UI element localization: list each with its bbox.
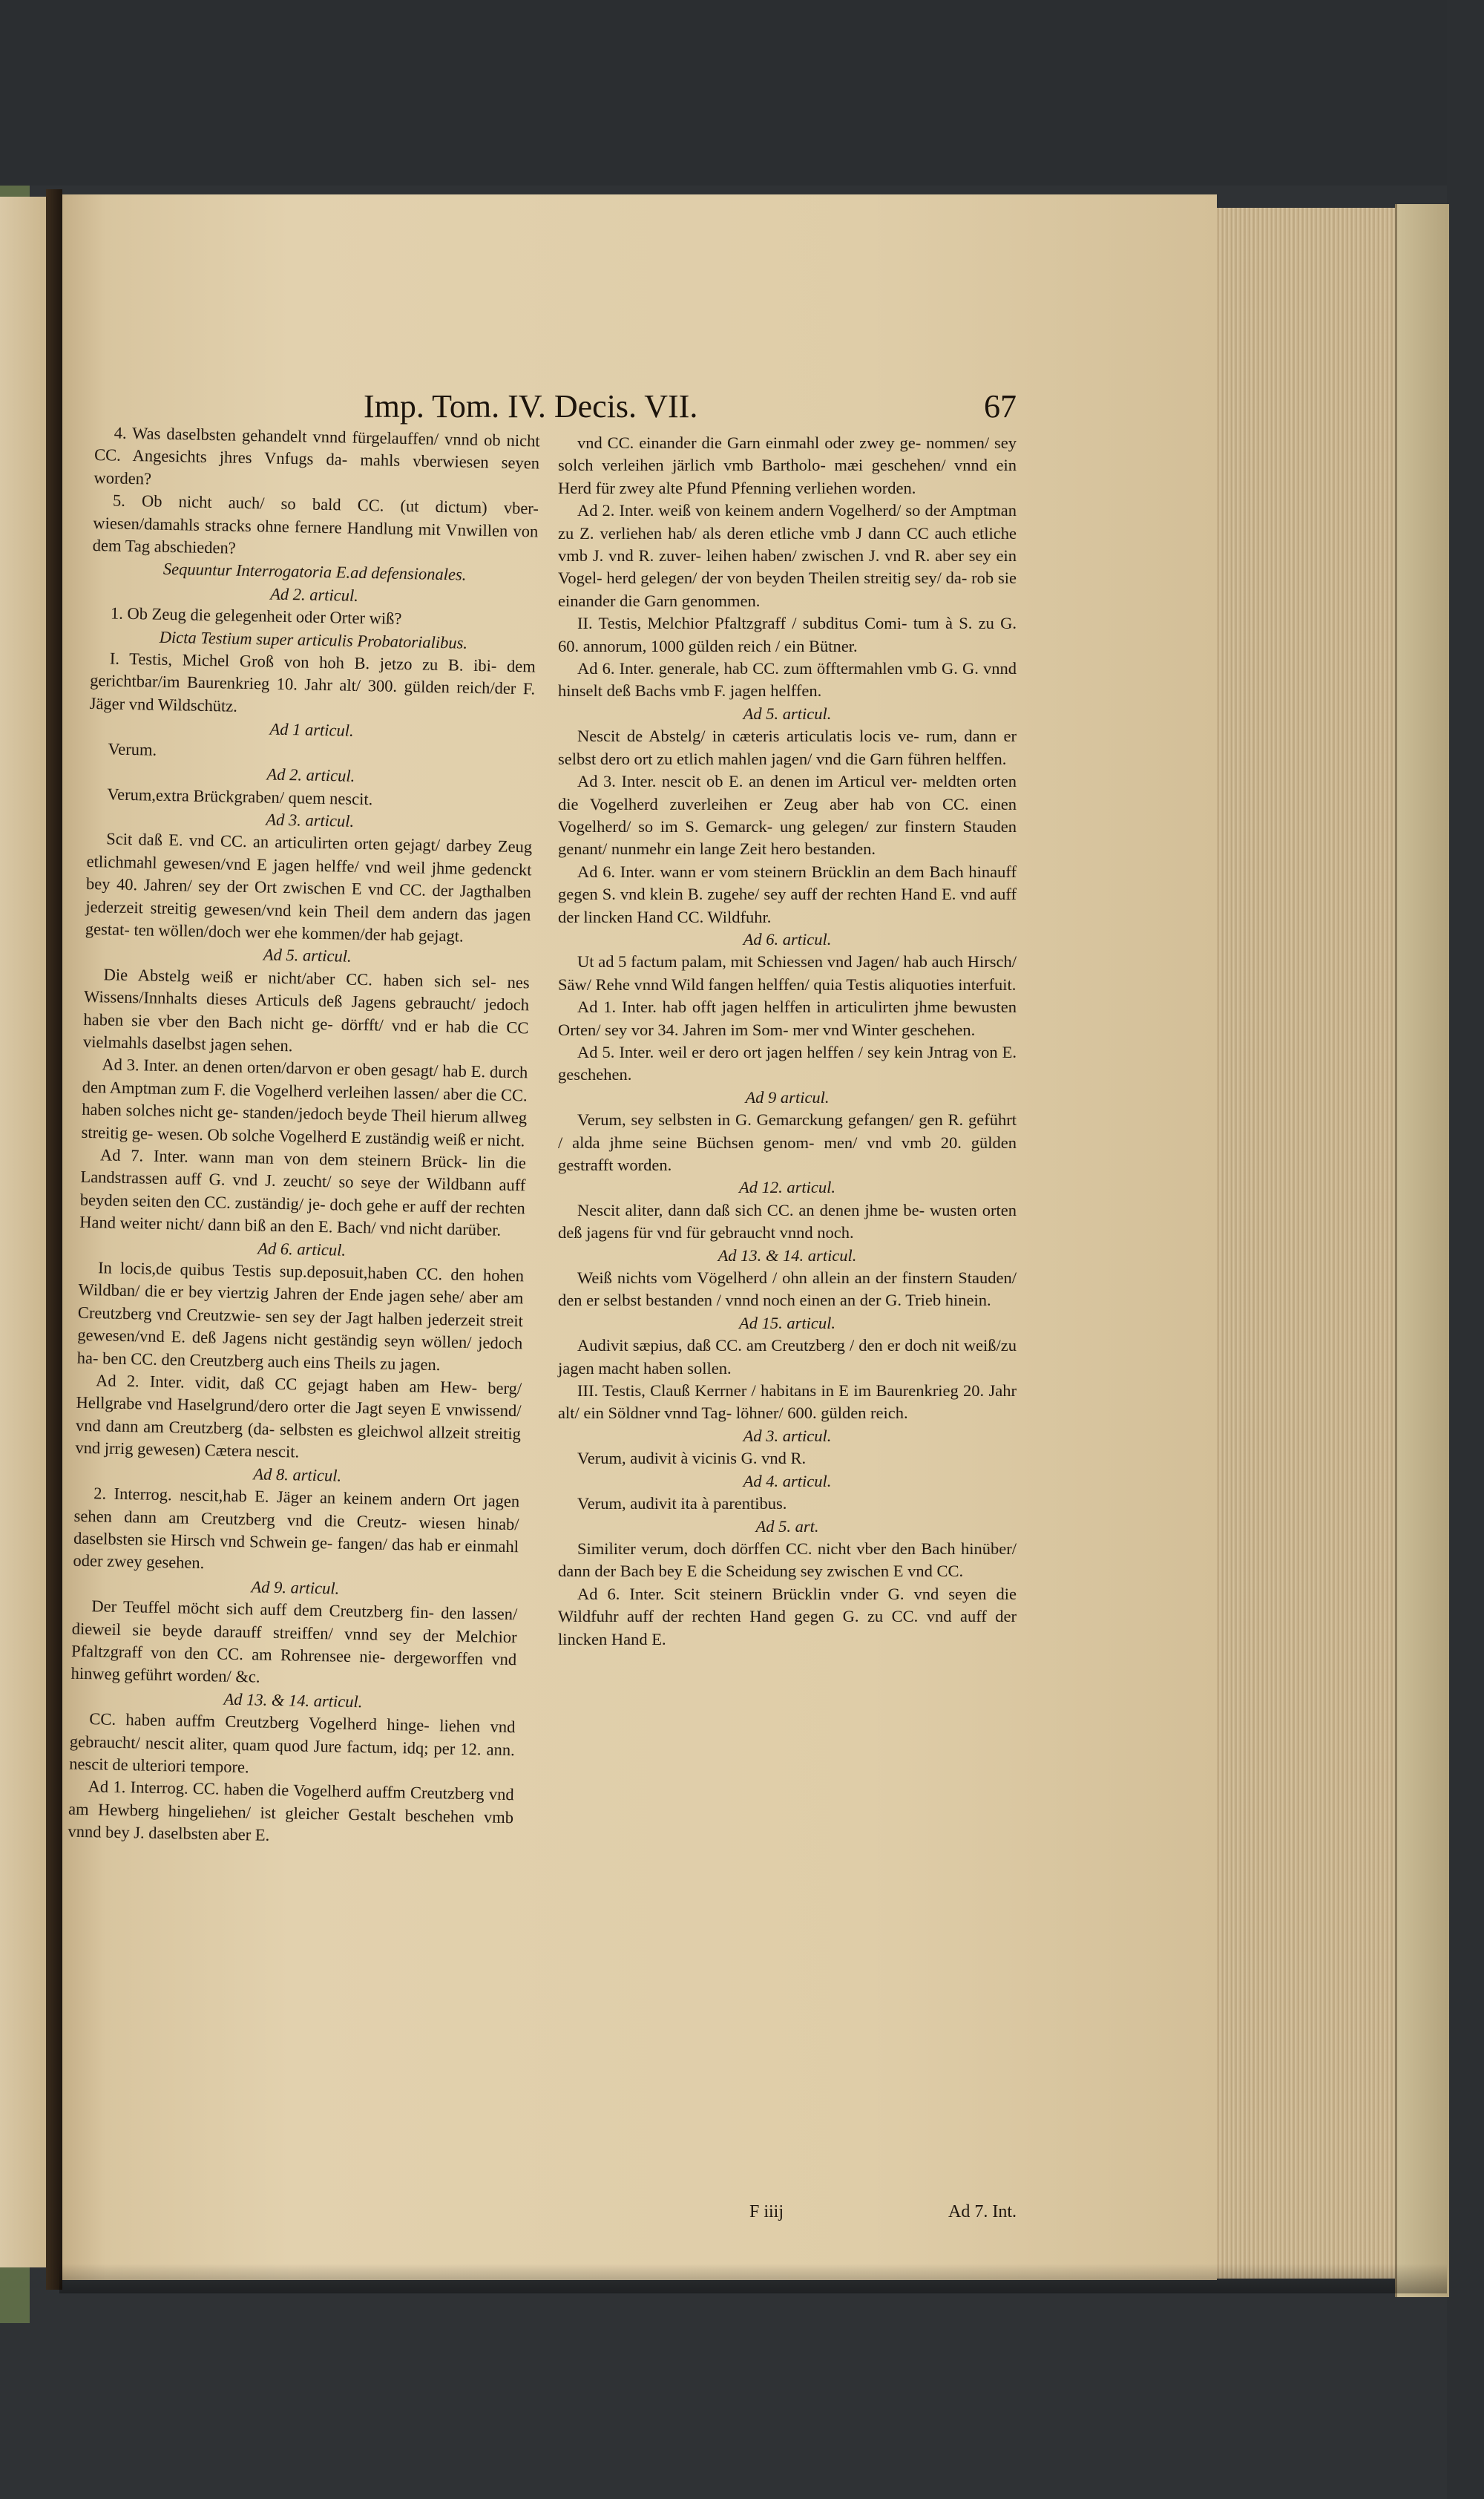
left-text-column (68, 422, 540, 1852)
paragraph: Verum. (108, 739, 157, 759)
section-heading: Sequuntur Interrogatoria E.ad defensionales. (162, 560, 467, 585)
page-block-edges (1217, 208, 1402, 2279)
book-gutter (46, 189, 62, 2290)
paragraph: Verum, sey selbsten in G. Gemarckung gefangen/ gen R. geführt / alda jhme seine Büchsen genom- men/ vnd vmb 20. gülden gestrafft worden. (558, 1110, 1017, 1174)
paragraph: Ad 3. Inter. nescit ob E. an denen im Articul ver- meldten orten die Vogelherd zuverleihen er Zeug aber hab von CC. einen Vogelherd/ so im S. Gemarck- ung gelegen/ zur finstern Stauden genant/ nunmehr ein lange Zeit hero bestanden. (558, 772, 1017, 859)
paragraph: Ad 1. Inter. hab offt jagen helffen in articulirten jhme bewusten Orten/ sey vor 34. Jahren im Som- mer vnd Winter geschehen. (558, 998, 1017, 1039)
section-heading: Ad 5. art. (755, 1516, 819, 1536)
book-cover-board (1395, 204, 1449, 2297)
paragraph: Verum,extra Brückgraben/ quem nescit. (107, 784, 373, 808)
section-heading: Ad 5. articul. (263, 945, 352, 966)
page-number: 67 (984, 388, 1017, 425)
page-footer (749, 2202, 1017, 2229)
paragraph: 2. Interrog. nescit,hab E. Jäger an keinem andern Ort jagen sehen dann am Creutzberg vnd die Creutz- wiesen hinab/ daselbsten sie Hirsch vnd Schwein ge- fangen/ das hab er einmahl oder zwey gesehen. (73, 1484, 520, 1573)
paragraph: CC. haben auffm Creutzberg Vogelherd hinge- liehen vnd gebraucht/ nescit aliter, quam quod Jure factum, idq; per 12. ann. nescit de ulteriori tempore. (69, 1709, 516, 1777)
section-heading: Ad 3. articul. (266, 810, 355, 831)
paragraph: Ad 7. Inter. wann man von dem steinern Brück- lin die Landstrassen auff G. vnd J. zeucht/ so seye der Wildbann auff beyden seiten den CC. zuständig/ je- doch gehe er auff der rechten Hand weiter nicht/ dann biß an den E. Bach/ vnd nicht darüber. (79, 1145, 527, 1239)
paragraph: 5. Ob nicht auch/ so bald CC. (ut dictum) vber- wiesen/damahls stracks ohne fernere Handlung mit Vnwillen von dem Tag abschieden? (92, 491, 539, 557)
paragraph: Nescit de Abstelg/ in cæteris articulatis locis ve- rum, dann er selbst dero ort zu etlich mahlen jagen/ vnd die Garn führen helffen. (558, 727, 1017, 768)
paragraph: Ut ad 5 factum palam, mit Schiessen vnd Jagen/ hab auch Hirsch/ Säw/ Rehe vnnd Wild fangen helffen/ quia Testis aliquoties interfuit. (558, 952, 1017, 994)
paragraph: Audivit sæpius, daß CC. am Creutzberg / den er doch nit weiß/zu jagen macht haben sollen. (558, 1336, 1017, 1378)
paragraph: Ad 2. Inter. weiß von keinem andern Vogelherd/ so der Amptman zu Z. verliehen hab/ als deren etliche vmb J dann CC auch etliche vmb J. vnd R. zuver- leihen haben/ zwischen J. vnd R. aber sey ein Vogel- herd gelegen/ der von beyden Theilen streitig sey/ da- rob sie einander die Garn genommen. (558, 501, 1017, 610)
paragraph: Nescit aliter, dann daß sich CC. an denen jhme be- wusten orten deß jagens für vnd für gebraucht vnnd noch. (558, 1200, 1017, 1242)
paragraph: Weiß nichts vom Vögelherd / ohn allein an der finstern Stauden/ den er selbst bestanden / vnnd noch einen an der G. Trieb hinein. (558, 1268, 1017, 1310)
paragraph: Verum, audivit ita à parentibus. (577, 1494, 787, 1513)
section-heading: Ad 4. articul. (743, 1471, 832, 1490)
running-title: Imp. Tom. IV. Decis. VII. (364, 388, 698, 425)
paragraph: III. Testis, Clauß Kerrner / habitans in E im Baurenkrieg 20. Jahr alt/ ein Söldner vnnd Tag- löhner/ 600. gülden reich. (558, 1381, 1017, 1423)
paragraph: Scit daß E. vnd CC. an articulirten orten gejagt/ darbey Zeug etlichmahl gewesen/vnd E jagen helffe/ vnd weil jhme gedenckt bey 40. Jahren/ sey der Ort zwischen E vnd CC. der Jagthalben jederzeit streitig gewesen/vnd kein Theil dem andern das jagen gestat- ten wöllen/doch wer ehe kommen/der hab gejagt. (85, 829, 533, 946)
paragraph: Ad 2. Inter. vidit, daß CC gejagt haben am Hew- berg/ Hellgrabe vnd Haselgrund/dero orter die Jagt seyen E vnwissend/ vnd dann am Creutzberg (da- selbsten es gleichwol allzeit streitig vnd jrrig gewesen) Cætera nescit. (75, 1371, 522, 1461)
page-shadow (59, 2264, 1447, 2293)
section-heading: Ad 6. articul. (257, 1239, 347, 1260)
paragraph: II. Testis, Melchior Pfaltzgraff / subditus Comi- tum à S. zu G. 60. annorum, 1000 gülden reich / ein Bütner. (558, 614, 1017, 655)
section-heading: Dicta Testium super articulis Probatorialibus. (159, 627, 468, 652)
paragraph: Ad 3. Inter. an denen orten/darvon er oben gesagt/ hab E. durch den Amptman zum F. die Vogelherd verleihen lassen/ aber die CC. haben solches nicht ge- standen/jedoch beyde Theil hierum allweg streitig ge- wesen. Ob solche Vogelherd E zuständig weiß er nicht. (81, 1055, 528, 1150)
signature-mark: F iiij (749, 2202, 784, 2221)
background-top (0, 0, 1484, 186)
paragraph: Der Teuffel möcht sich auff dem Creutzberg fin- den lassen/ dieweil sie beyde darauff streiffen/ vnnd sey der Melchior Pfaltzgraff von den CC. am Rohrensee nie- dergeworffen vnd hinweg geführt worden/ &c. (70, 1596, 518, 1686)
section-heading: Ad 6. articul. (743, 929, 832, 949)
paragraph: Ad 6. Inter. Scit steinern Brücklin vnder G. vnd seyen die Wildfuhr auff der rechten Hand gegen G. zu CC. vnd auff der lincken Hand E. (558, 1584, 1017, 1648)
catchword: Ad 7. Int. (948, 2202, 1017, 2221)
section-heading: Ad 1 articul. (269, 719, 354, 741)
section-heading: Ad 5. articul. (743, 704, 832, 723)
running-header (341, 387, 1017, 432)
section-heading: Ad 3. articul. (743, 1426, 832, 1445)
right-text-column (558, 432, 1017, 1651)
paragraph: Ad 1. Interrog. CC. haben die Vogelherd auffm Creutzberg vnd am Hewberg hingeliehen/ ist gleicher Gestalt beschehen vmb vnnd bey J. daselbsten aber E. (68, 1777, 514, 1845)
paragraph: vnd CC. einander die Garn einmahl oder zwey ge- nommen/ sey solch verleihen järlich vmb Bartholo- mæi geschehen/ vnnd ein Herd für zwey alte Pfund Pfenning verliehen worden. (558, 433, 1017, 497)
paragraph: Die Abstelg weiß er nicht/aber CC. haben sich sel- nes Wissens/Innhalts dieses Articuls deß Jagens gebraucht/ jedoch haben sie vber den Bach nicht ge- dörfft/ vnd er hab die CC vielmahls daselbst jagen sehen. (82, 965, 530, 1055)
paragraph: In locis,de quibus Testis sup.deposuit,haben CC. den hohen Wildban/ die er bey viertzig Jahren der Ende jagen sehe/ aber am Creutzberg vnd Creutzwie- sen sey der Jagt halben jederzeit streit gewesen/vnd E. deß Jagens nicht geständig seyn wöllen/ jedoch ha- ben CC. den Creutzberg auch eins Theils zu jagen. (76, 1258, 525, 1374)
section-heading: Ad 9. articul. (251, 1577, 340, 1598)
paragraph: Similiter verum, doch dörffen CC. nicht vber den Bach hinüber/ dann der Bach bey E die Scheidung sey zwischen E vnd CC. (558, 1539, 1017, 1581)
section-heading: Ad 2. articul. (266, 764, 355, 785)
section-heading: Ad 12. articul. (739, 1178, 835, 1197)
section-heading: Ad 9 articul. (745, 1087, 830, 1107)
section-heading: Ad 13. & 14. articul. (718, 1245, 857, 1265)
section-heading: Ad 13. & 14. articul. (223, 1689, 363, 1711)
paragraph: Ad 6. Inter. wann er vom steinern Brücklin an dem Bach hinauff gegen S. vnd klein B. zugehe/ sey auff der rechten Hand E. vnd auff der lincken Hand CC. Wildfuhr. (558, 862, 1017, 926)
section-heading: Ad 8. articul. (253, 1464, 342, 1485)
paragraph: 4. Was daselbsten gehandelt vnnd fürgelauffen/ vnnd ob nicht CC. Angesichts jhres Vnfugs da- mahls vberwiesen seyen worden? (93, 423, 540, 488)
background-right (1447, 0, 1484, 2499)
paragraph: I. Testis, Michel Groß von hoh B. jetzo zu B. ibi- dem gerichtbar/im Baurenkrieg 10. Jahr alt/ 300. gülden reich/der F. Jäger vnd Wildschütz. (89, 649, 536, 715)
paragraph: 1. Ob Zeug die gelegenheit oder Orter wiß? (110, 603, 402, 629)
paragraph: Ad 6. Inter. generale, hab CC. zum öfftermahlen vmb G. G. vnnd hinselt deß Bachs vmb F. jagen helffen. (558, 659, 1017, 701)
section-heading: Ad 2. articul. (269, 584, 359, 605)
paragraph: Ad 5. Inter. weil er dero ort jagen helffen / sey kein Jntrag von E. geschehen. (558, 1042, 1017, 1084)
paragraph: Verum, audivit à vicinis G. vnd R. (577, 1449, 807, 1468)
section-heading: Ad 15. articul. (739, 1313, 835, 1332)
